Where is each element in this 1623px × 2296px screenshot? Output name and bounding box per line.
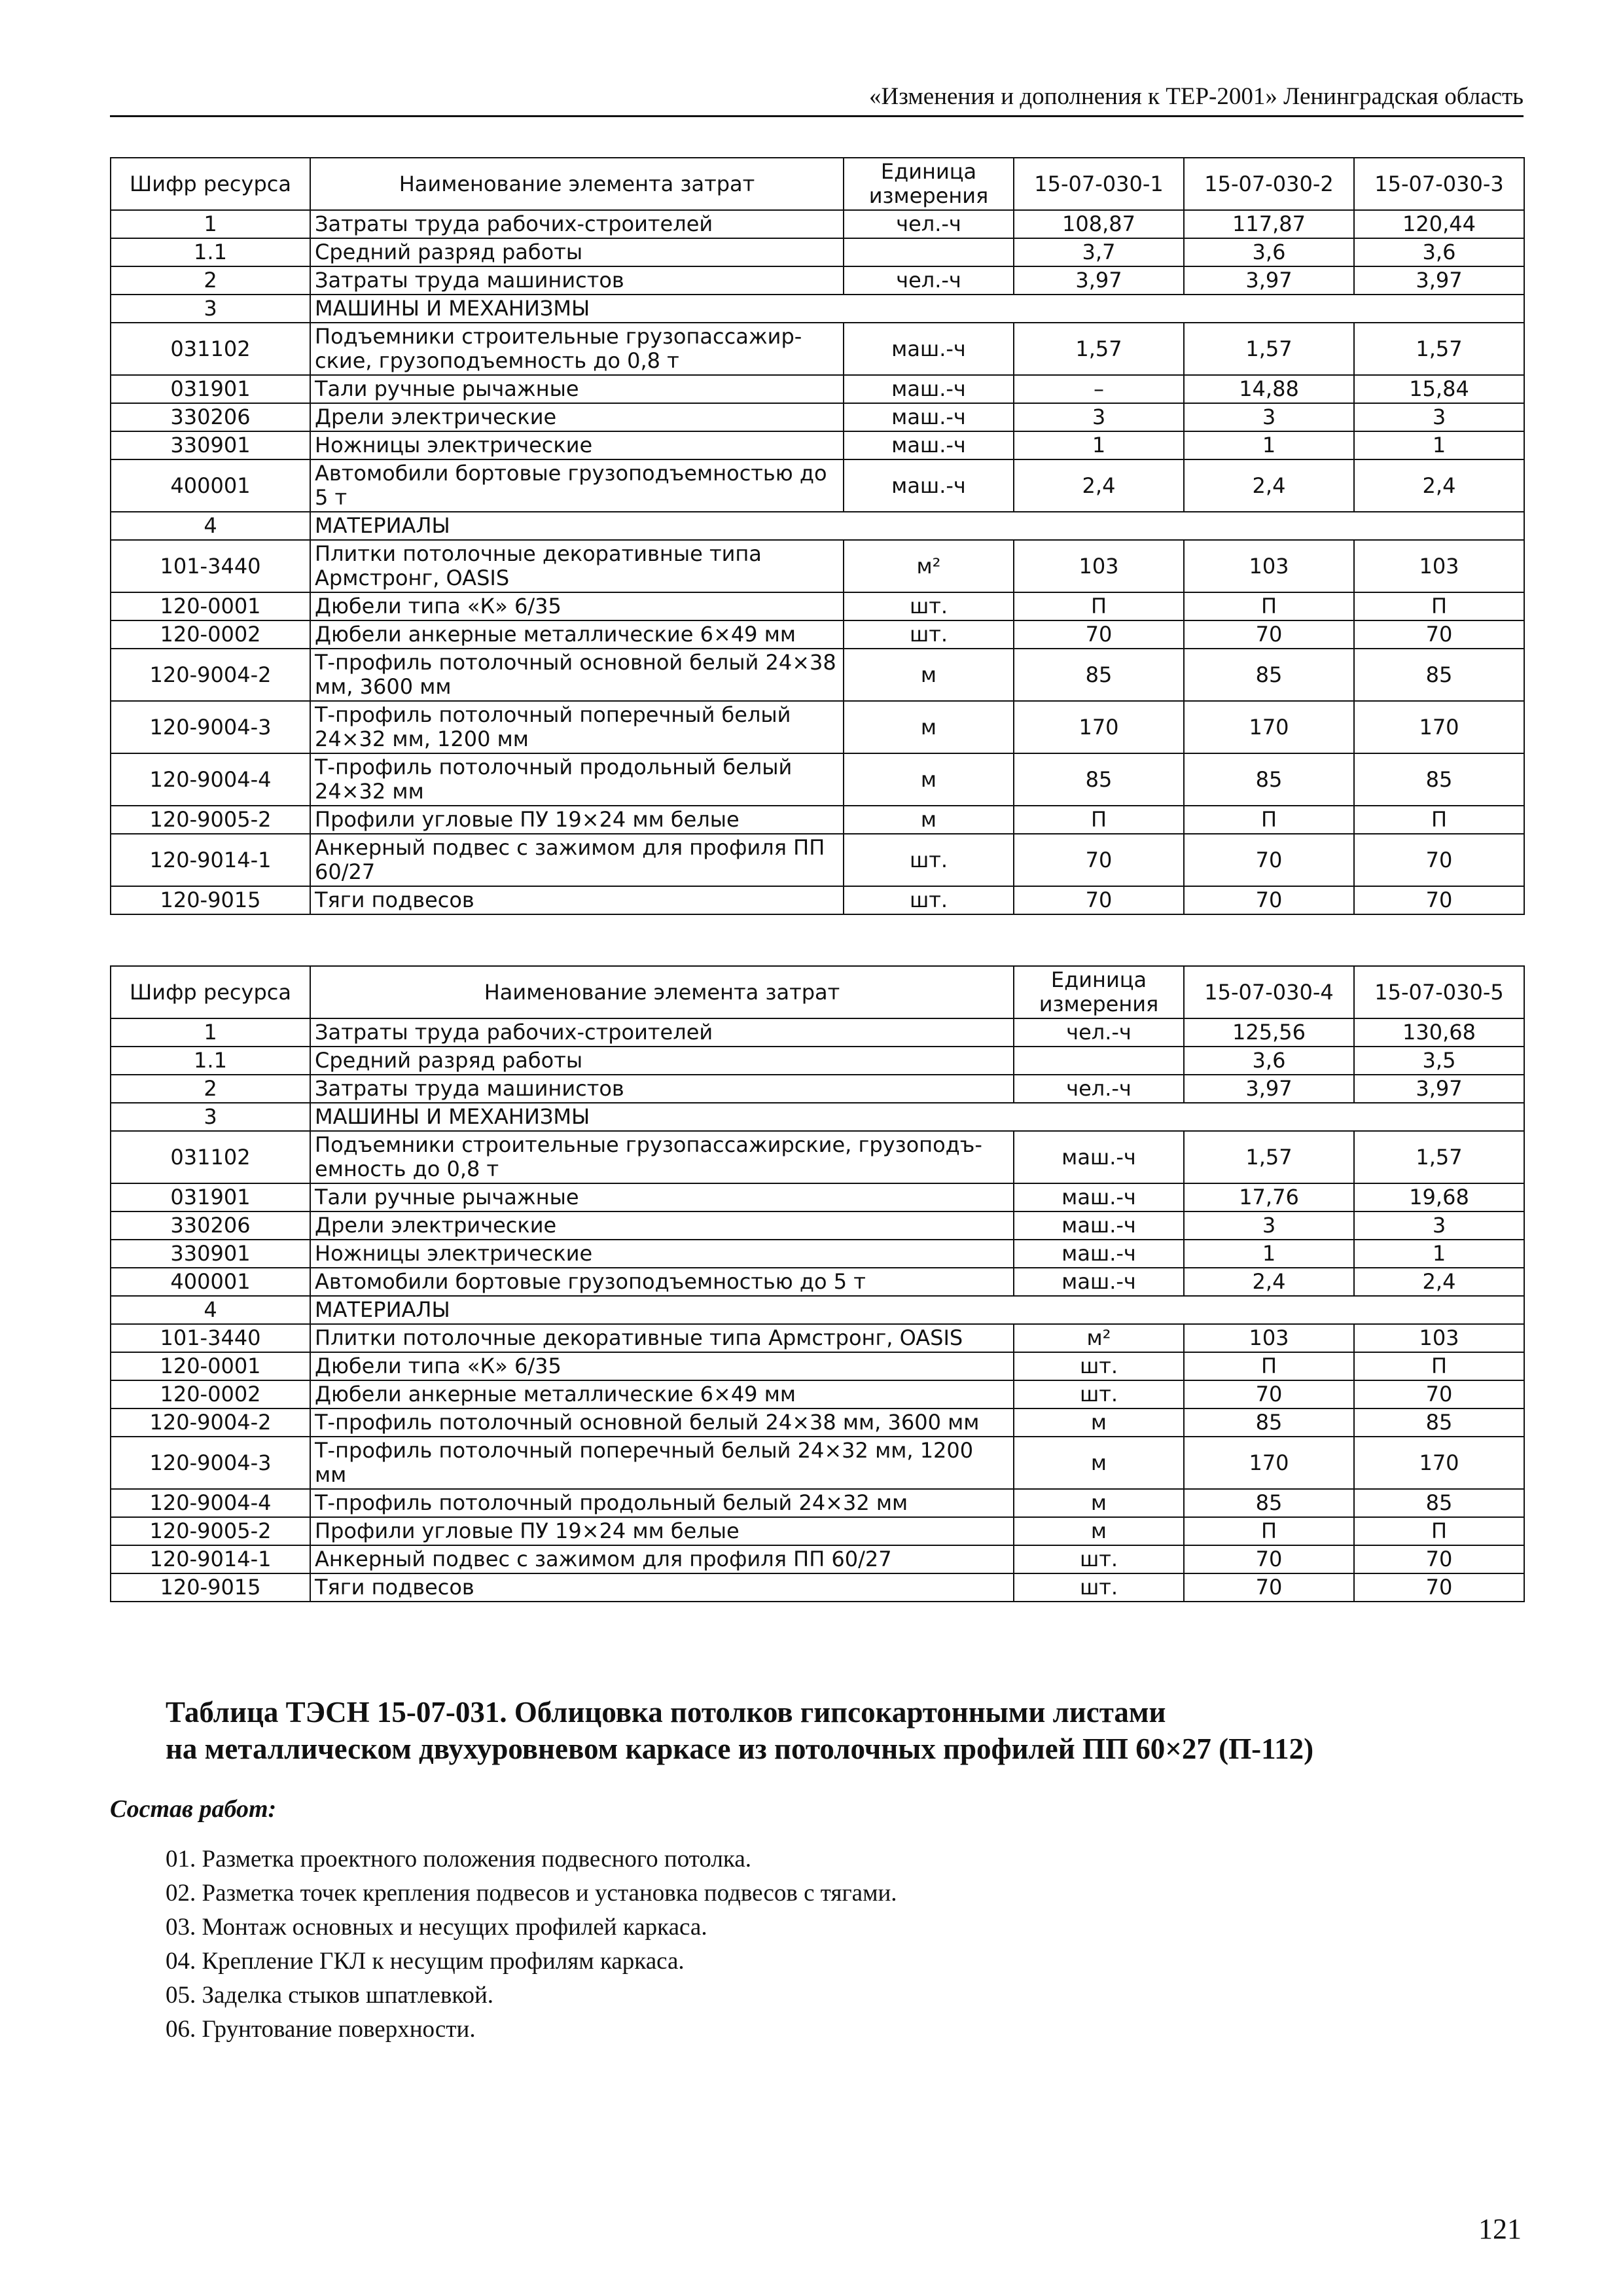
unit-cell: м [1014,1517,1184,1545]
column-header: Наименование элемента затрат [310,966,1014,1018]
unit-cell: шт. [1014,1352,1184,1380]
resource-code: 031901 [111,375,310,403]
work-item: 06. Грунтование поверхности. [166,2016,476,2043]
norm-value: 15,84 [1354,375,1524,403]
resource-code: 1 [111,1018,310,1047]
resource-code: 120-9004-4 [111,1489,310,1517]
cost-element-name: Дюбели типа «К» 6/35 [310,1352,1014,1380]
norm-value: 3,7 [1014,238,1184,266]
unit-cell: м² [1014,1324,1184,1352]
norm-value: П [1184,806,1354,834]
norm-value: 2,4 [1014,459,1184,512]
norm-value: 2,4 [1354,459,1524,512]
norm-value: 3 [1184,1211,1354,1240]
unit-cell: чел.-ч [1014,1018,1184,1047]
norm-value: П [1014,592,1184,620]
resource-code: 120-9004-4 [111,753,310,806]
norm-value: 85 [1354,1408,1524,1437]
work-item: 02. Разметка точек крепления подвесов и установка подвесов с тягами. [166,1880,897,1907]
section-name: МАШИНЫ И МЕХАНИЗМЫ [310,295,1524,323]
table-row [111,834,1524,886]
unit-cell: м [844,649,1014,701]
resource-code: 120-9005-2 [111,806,310,834]
unit-cell: шт. [1014,1573,1184,1602]
resource-code: 120-0002 [111,1380,310,1408]
unit-cell: маш.-ч [1014,1240,1184,1268]
cost-element-name: Затраты труда машинистов [310,266,844,295]
norm-value: 1 [1354,431,1524,459]
norm-table-title-line-2: на металлическом двухуровневом каркасе из потолочных профилей ПП 60×27 (П-112) [166,1732,1314,1765]
norm-value: 85 [1014,753,1184,806]
norm-value: 125,56 [1184,1018,1354,1047]
norm-value: 70 [1184,1573,1354,1602]
unit-cell: чел.-ч [1014,1075,1184,1103]
norm-value: П [1014,806,1184,834]
section-row [111,512,1524,540]
norm-value: 3,97 [1354,266,1524,295]
table-row [111,1545,1524,1573]
table-row [111,459,1524,512]
table-row [111,1211,1524,1240]
unit-cell: маш.-ч [844,375,1014,403]
resource-code: 400001 [111,459,310,512]
norm-value: 70 [1184,1380,1354,1408]
resource-code: 4 [111,512,310,540]
norm-value: 70 [1014,886,1184,914]
cost-element-name: Плитки потолочные декоративные типа Армстронг, OASIS [310,1324,1014,1352]
table-row [111,1240,1524,1268]
norm-value: 170 [1184,1437,1354,1489]
norm-value: 2,4 [1184,1268,1354,1296]
resource-code: 031901 [111,1183,310,1211]
cost-element-name: Затраты труда рабочих-строителей [310,210,844,238]
table-row [111,701,1524,753]
header-row [111,158,1524,210]
norm-value: 85 [1354,1489,1524,1517]
section-row [111,1296,1524,1324]
norm-value: 70 [1014,834,1184,886]
norm-value: 3,97 [1184,1075,1354,1103]
unit-cell: м [844,701,1014,753]
table-row [111,431,1524,459]
norm-value: П [1184,592,1354,620]
norm-value: 70 [1184,620,1354,649]
table-row [111,1047,1524,1075]
resource-code: 120-9015 [111,1573,310,1602]
table-row [111,649,1524,701]
norm-value: 130,68 [1354,1018,1524,1047]
norm-value: 3 [1014,403,1184,431]
cost-element-name: Анкерный подвес с зажимом для профиля ПП 60/27 [310,834,844,886]
column-header: Единица измерения [1014,966,1184,1018]
resource-code: 120-9014-1 [111,1545,310,1573]
work-item: 05. Заделка стыков шпатлевкой. [166,1982,494,2009]
cost-element-name: Дюбели анкерные металлические 6×49 мм [310,620,844,649]
norm-value: 2,4 [1354,1268,1524,1296]
resource-code: 1 [111,210,310,238]
cost-element-name: Средний разряд работы [310,238,844,266]
unit-cell: м [844,806,1014,834]
table-row [111,1437,1524,1489]
norm-value: 14,88 [1184,375,1354,403]
table-2-body [111,1018,1524,1602]
cost-element-name: Дрели электрические [310,403,844,431]
norm-value: 170 [1014,701,1184,753]
table-row [111,806,1524,834]
norm-value: 70 [1014,620,1184,649]
resource-code: 120-0002 [111,620,310,649]
table-row [111,1018,1524,1047]
norm-value: П [1184,1517,1354,1545]
cost-element-name: Дрели электрические [310,1211,1014,1240]
norm-value: 70 [1354,620,1524,649]
norm-value: 85 [1184,649,1354,701]
table-row [111,592,1524,620]
norm-value: – [1014,375,1184,403]
norm-value: 1,57 [1014,323,1184,375]
cost-element-name: Автомобили бортовые грузоподъемностью до 5 т [310,1268,1014,1296]
resource-code: 3 [111,295,310,323]
unit-cell: шт. [1014,1545,1184,1573]
unit-cell: м [1014,1489,1184,1517]
resource-code: 120-0001 [111,592,310,620]
norm-value: 3,5 [1354,1047,1524,1075]
unit-cell: шт. [844,886,1014,914]
resource-code: 031102 [111,1131,310,1183]
norm-value: 108,87 [1014,210,1184,238]
resource-code: 120-9015 [111,886,310,914]
cost-element-name: Т-профиль потолочный поперечный белый 24×32 мм, 1200 мм [310,1437,1014,1489]
cost-element-name: Анкерный подвес с зажимом для профиля ПП 60/27 [310,1545,1014,1573]
work-item: 03. Монтаж основных и несущих профилей каркаса. [166,1914,707,1941]
table-1-header [111,158,1524,210]
resource-code: 330901 [111,1240,310,1268]
table-row [111,540,1524,592]
unit-cell [1014,1047,1184,1075]
norm-table-title-line-1: Таблица ТЭСН 15-07-031. Облицовка потолков гипсокартонными листами [166,1696,1166,1729]
norm-value: 170 [1184,701,1354,753]
unit-cell: чел.-ч [844,266,1014,295]
cost-element-name: Профили угловые ПУ 19×24 мм белые [310,806,844,834]
section-row [111,1103,1524,1131]
cost-element-name: Дюбели типа «К» 6/35 [310,592,844,620]
column-header: Единица измерения [844,158,1014,210]
cost-element-name: Дюбели анкерные металлические 6×49 мм [310,1380,1014,1408]
norm-value: 3,6 [1354,238,1524,266]
norm-value: 85 [1354,649,1524,701]
norm-value: 103 [1014,540,1184,592]
column-header: 15-07-030-3 [1354,158,1524,210]
norm-value: 70 [1184,834,1354,886]
table-row [111,1408,1524,1437]
norm-value: 70 [1354,886,1524,914]
norm-value: 17,76 [1184,1183,1354,1211]
norm-value: 70 [1184,886,1354,914]
column-header: Наименование элемента затрат [310,158,844,210]
unit-cell: м [1014,1437,1184,1489]
table-row [111,1352,1524,1380]
resource-code: 330206 [111,1211,310,1240]
column-header: 15-07-030-2 [1184,158,1354,210]
cost-element-name: Ножницы электрические [310,431,844,459]
cost-element-name: Средний разряд работы [310,1047,1014,1075]
norm-value: 3,97 [1014,266,1184,295]
unit-cell: маш.-ч [844,403,1014,431]
cost-element-name: Автомобили бортовые грузоподъемностью до 5 т [310,459,844,512]
section-name: МАШИНЫ И МЕХАНИЗМЫ [310,1103,1524,1131]
cost-element-name: Тали ручные рычажные [310,1183,1014,1211]
norm-table-title [166,1694,1474,1767]
norm-value: 70 [1354,834,1524,886]
unit-cell: шт. [1014,1380,1184,1408]
resource-code: 2 [111,1075,310,1103]
unit-cell: чел.-ч [844,210,1014,238]
resource-code: 120-9004-3 [111,1437,310,1489]
norm-value: 85 [1184,1489,1354,1517]
table-row [111,1573,1524,1602]
running-header: «Изменения и дополнения к ТЕР-2001» Ленинградская область [110,84,1524,117]
section-name: МАТЕРИАЛЫ [310,512,1524,540]
norm-value: 103 [1354,1324,1524,1352]
resource-code: 101-3440 [111,1324,310,1352]
norm-value: 1,57 [1354,1131,1524,1183]
table-row [111,1517,1524,1545]
unit-cell: шт. [844,592,1014,620]
table-2-header [111,966,1524,1018]
norm-value: П [1184,1352,1354,1380]
work-item: 01. Разметка проектного положения подвесного потолка. [166,1846,751,1873]
resource-code: 1.1 [111,238,310,266]
table-row [111,1075,1524,1103]
resource-code: 3 [111,1103,310,1131]
resource-code: 101-3440 [111,540,310,592]
unit-cell [844,238,1014,266]
table-row [111,753,1524,806]
unit-cell: маш.-ч [844,323,1014,375]
cost-element-name: Ножницы электрические [310,1240,1014,1268]
norm-value: 170 [1354,1437,1524,1489]
resource-table-1 [110,157,1525,915]
norm-value: 1 [1354,1240,1524,1268]
cost-element-name: Тяги подвесов [310,886,844,914]
unit-cell: м² [844,540,1014,592]
resource-code: 2 [111,266,310,295]
table-row [111,238,1524,266]
resource-code: 4 [111,1296,310,1324]
table-row [111,1183,1524,1211]
works-list [166,1842,897,2047]
resource-code: 330901 [111,431,310,459]
norm-value: 3,97 [1184,266,1354,295]
table-row [111,1324,1524,1352]
table-row [111,886,1524,914]
norm-value: 2,4 [1184,459,1354,512]
section-row [111,295,1524,323]
norm-value: 70 [1184,1545,1354,1573]
norm-value: 120,44 [1354,210,1524,238]
table-1-body [111,210,1524,914]
norm-value: 1 [1184,1240,1354,1268]
norm-value: 3,6 [1184,238,1354,266]
resource-code: 031102 [111,323,310,375]
cost-element-name: Т-профиль потолочный основной белый 24×38 мм, 3600 мм [310,1408,1014,1437]
unit-cell: маш.-ч [844,459,1014,512]
page-number: 121 [1478,2213,1522,2245]
norm-value: 170 [1354,701,1524,753]
unit-cell: шт. [844,834,1014,886]
norm-value: П [1354,806,1524,834]
norm-value: П [1354,1517,1524,1545]
table-row [111,620,1524,649]
table-row [111,1268,1524,1296]
column-header: Шифр ресурса [111,966,310,1018]
norm-value: П [1354,592,1524,620]
works-heading: Состав работ: [110,1795,277,1823]
cost-element-name: Тяги подвесов [310,1573,1014,1602]
work-item: 04. Крепление ГКЛ к несущим профилям каркаса. [166,1948,685,1975]
norm-value: 70 [1354,1380,1524,1408]
cost-element-name: Подъемники строительные грузопассажирские, грузоподъ-емность до 0,8 т [310,1131,1014,1183]
unit-cell: м [844,753,1014,806]
cost-element-name: Т-профиль потолочный основной белый 24×38 мм, 3600 мм [310,649,844,701]
column-header: 15-07-030-1 [1014,158,1184,210]
norm-value: 70 [1354,1573,1524,1602]
norm-value: 3 [1354,1211,1524,1240]
resource-code: 120-9004-2 [111,1408,310,1437]
cost-element-name: Затраты труда рабочих-строителей [310,1018,1014,1047]
norm-value: 103 [1184,1324,1354,1352]
table-row [111,323,1524,375]
norm-value: 1 [1184,431,1354,459]
cost-element-name: Т-профиль потолочный продольный белый 24×32 мм [310,1489,1014,1517]
table-row [111,210,1524,238]
table-row [111,375,1524,403]
norm-value: 19,68 [1354,1183,1524,1211]
cost-element-name: Тали ручные рычажные [310,375,844,403]
norm-value: 85 [1184,1408,1354,1437]
norm-value: 1 [1014,431,1184,459]
norm-value: 70 [1354,1545,1524,1573]
table-row [111,266,1524,295]
norm-value: 1,57 [1354,323,1524,375]
norm-value: 103 [1184,540,1354,592]
cost-element-name: Плитки потолочные декоративные типа Армстронг, OASIS [310,540,844,592]
cost-element-name: Профили угловые ПУ 19×24 мм белые [310,1517,1014,1545]
norm-value: 117,87 [1184,210,1354,238]
norm-value: 85 [1354,753,1524,806]
resource-code: 120-9005-2 [111,1517,310,1545]
table-row [111,1380,1524,1408]
resource-table-2 [110,965,1525,1602]
norm-value: 3,97 [1354,1075,1524,1103]
norm-value: 3 [1354,403,1524,431]
cost-element-name: Затраты труда машинистов [310,1075,1014,1103]
unit-cell: м [1014,1408,1184,1437]
unit-cell: маш.-ч [844,431,1014,459]
table-row [111,403,1524,431]
unit-cell: маш.-ч [1014,1131,1184,1183]
column-header: 15-07-030-5 [1354,966,1524,1018]
norm-value: 85 [1014,649,1184,701]
norm-value: 1,57 [1184,1131,1354,1183]
norm-value: 85 [1184,753,1354,806]
norm-value: 3,6 [1184,1047,1354,1075]
unit-cell: маш.-ч [1014,1268,1184,1296]
resource-code: 1.1 [111,1047,310,1075]
cost-element-name: Т-профиль потолочный продольный белый 24×32 мм [310,753,844,806]
unit-cell: маш.-ч [1014,1211,1184,1240]
resource-code: 120-0001 [111,1352,310,1380]
resource-code: 330206 [111,403,310,431]
cost-element-name: Т-профиль потолочный поперечный белый 24×32 мм, 1200 мм [310,701,844,753]
resource-code: 120-9014-1 [111,834,310,886]
resource-code: 120-9004-3 [111,701,310,753]
table-row [111,1489,1524,1517]
section-name: МАТЕРИАЛЫ [310,1296,1524,1324]
column-header: Шифр ресурса [111,158,310,210]
cost-element-name: Подъемники строительные грузопассажир-ские, грузоподъемность до 0,8 т [310,323,844,375]
unit-cell: шт. [844,620,1014,649]
table-row [111,1131,1524,1183]
unit-cell: маш.-ч [1014,1183,1184,1211]
resource-code: 120-9004-2 [111,649,310,701]
header-row [111,966,1524,1018]
norm-value: 3 [1184,403,1354,431]
resource-code: 400001 [111,1268,310,1296]
norm-value: 103 [1354,540,1524,592]
norm-value: 1,57 [1184,323,1354,375]
column-header: 15-07-030-4 [1184,966,1354,1018]
norm-value: П [1354,1352,1524,1380]
